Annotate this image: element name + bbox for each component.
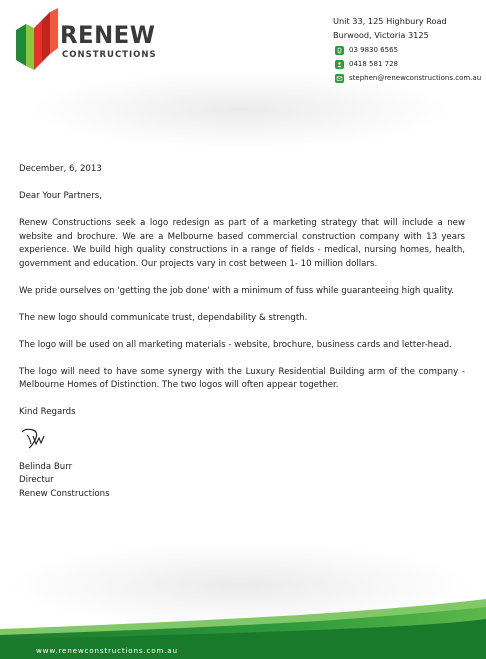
- footer-website-link[interactable]: www.renewconstructions.com.au: [36, 646, 178, 655]
- phone-row: [335, 43, 483, 57]
- brand-subtitle: CONSTRUCTIONS: [62, 50, 157, 60]
- logo-mark-icon: [16, 8, 60, 72]
- closing: Kind Regards: [19, 407, 76, 417]
- letter-date: December, 6, 2013: [19, 164, 102, 174]
- paragraph: Renew Constructions seek a logo redesign as part of a marketing strategy that will include a new website and brochure. We are a Melbourne based commercial construction company with 13 years experience. We build high quality constructions in a range of fields - medical, nursing homes, health, government and education. Our projects vary in cost between 1- 10 million dollars.: [19, 218, 465, 269]
- mobile-row: [335, 57, 483, 71]
- signature-icon: [19, 426, 49, 452]
- paragraph: We pride ourselves on 'getting the job done' with a minimum of fuss while guaranteeing high quality.: [19, 285, 455, 296]
- signer-title: Directur: [19, 475, 54, 485]
- paragraph: The logo will be used on all marketing materials - website, brochure, business cards and letter-head.: [19, 339, 452, 350]
- footer-band: [0, 599, 486, 659]
- letter-body: [19, 163, 465, 501]
- paragraph: The logo will need to have some synergy with the Luxury Residential Building arm of the company - Melbourne Homes of Distinction. The two logos will often appear together.: [19, 366, 465, 390]
- address-line-2: Burwood, Victoria 3125: [333, 30, 429, 40]
- phone-number[interactable]: 03 9830 6565: [349, 46, 398, 54]
- brand-name: RENEW: [60, 21, 156, 49]
- signer-company: Renew Constructions: [19, 488, 110, 499]
- phone-icon: [335, 46, 344, 55]
- salutation: Dear Your Partners,: [19, 191, 102, 201]
- email-icon: [335, 74, 344, 83]
- signer-name: Belinda Burr: [19, 461, 73, 472]
- company-logo: [16, 8, 166, 78]
- person-icon: [335, 60, 344, 69]
- contact-block: [333, 14, 483, 85]
- mobile-number[interactable]: 0418 581 728: [349, 60, 398, 68]
- paragraph: The new logo should communicate trust, dependability & strength.: [19, 312, 308, 323]
- address-line-1: Unit 33, 125 Highbury Road: [333, 16, 447, 26]
- email-address[interactable]: stephen@renewconstructions.com.au: [349, 74, 482, 82]
- email-row: [335, 71, 483, 85]
